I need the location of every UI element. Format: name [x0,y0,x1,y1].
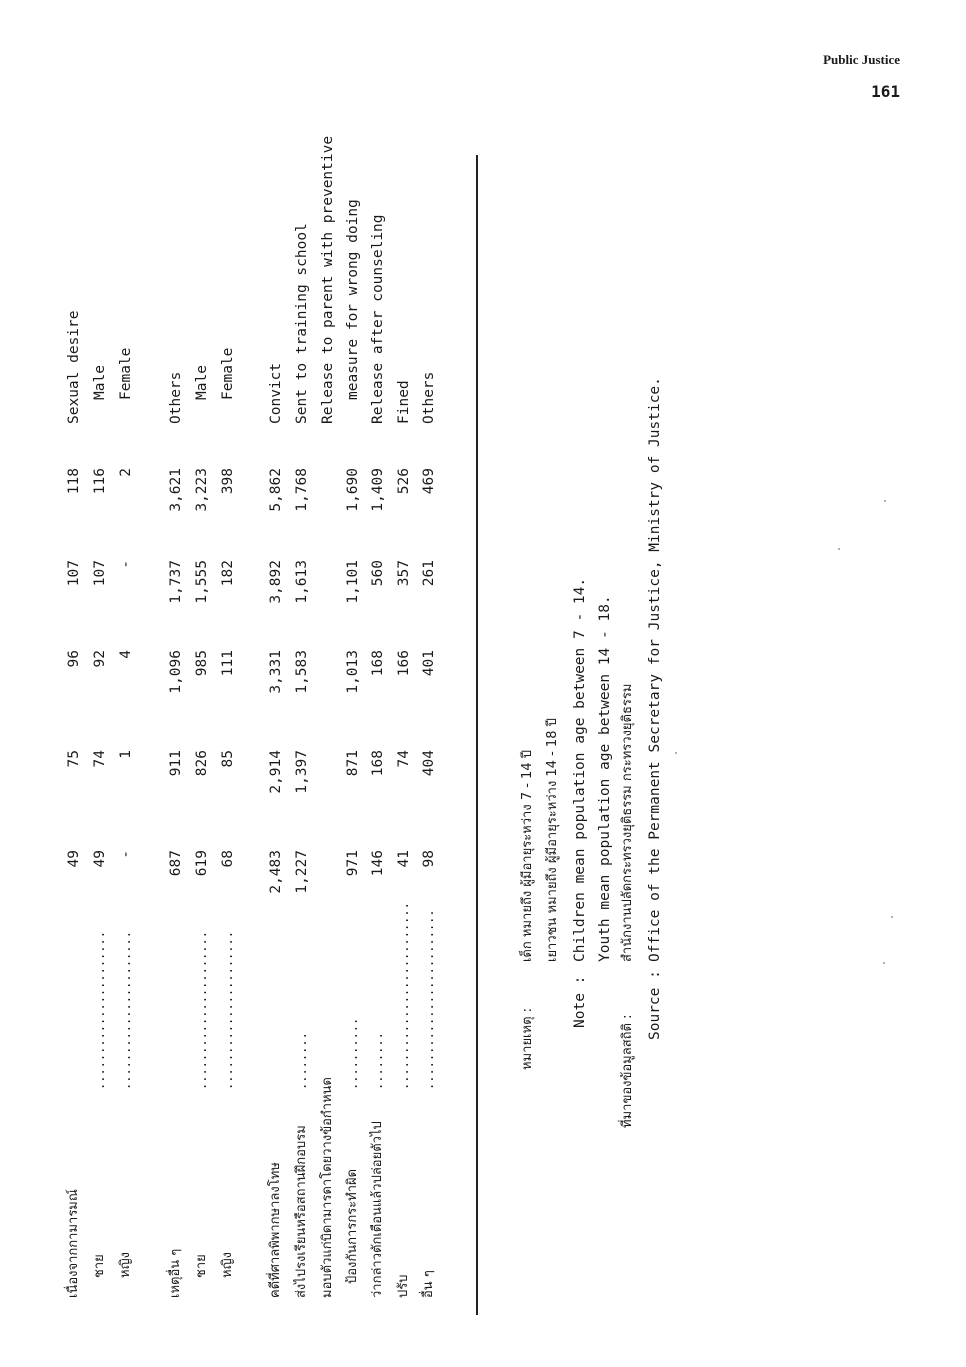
table-cell-value: 116 [92,468,108,495]
row-label-thai: เนื่องจากกามารมณ์ [66,1189,81,1298]
table-cell-value: 401 [421,650,437,677]
table-cell-value: 1,613 [294,560,310,604]
note-english-line-1: Children mean population age between 7 - 14. [572,577,588,962]
table-cell-value: 166 [396,650,412,677]
row-label-thai: ปรับ [396,1274,411,1298]
table-cell-value: 96 [66,650,82,668]
table-cell-value: 1,768 [294,468,310,512]
table-cell-value: 107 [66,560,82,587]
table-cell-value: 526 [396,468,412,495]
table-cell-value: 2 [118,468,134,477]
table-cell-value: 85 [220,750,236,768]
table-cell-value: 107 [92,560,108,587]
row-label-thai: ชาย [92,1254,107,1278]
row-leader-dots: ...................... [195,931,209,1090]
table-cell-value: 826 [194,750,210,777]
row-label-thai: เหตุอื่น ๆ [168,1248,183,1298]
table-cell-value: 3,223 [194,468,210,512]
table-cell-value: - [118,850,134,859]
table-cell-value: 1,690 [345,468,361,512]
row-label-english: Sexual desire [66,310,82,424]
table-cell-value: 92 [92,650,108,668]
row-label-thai: ชาย [194,1254,209,1278]
table-cell-value: 3,331 [268,650,284,694]
table-cell-value: 41 [396,850,412,868]
table-cell-value: 1,397 [294,750,310,794]
row-label-thai: หญิง [118,1252,133,1278]
row-leader-dots: ...................... [119,931,133,1090]
table-cell-value: - [118,560,134,569]
scan-speck [891,916,893,918]
table-cell-value: 2,483 [268,850,284,894]
table-cell-value: 3,621 [168,468,184,512]
table-cell-value: 357 [396,560,412,587]
table-cell-value: 49 [66,850,82,868]
note-english-line-2: Youth mean population age between 14 - 18. [597,595,613,962]
row-leader-dots: ......................... [422,909,436,1090]
row-label-thai: อื่น ๆ [421,1270,436,1298]
row-leader-dots: ........ [295,1032,309,1090]
note-thai-label: หมายเหตุ : [520,1007,535,1070]
table-cell-value: 118 [66,468,82,495]
row-leader-dots: ........ [371,1032,385,1090]
table-cell-value: 985 [194,650,210,677]
table-cell-value: 74 [92,750,108,768]
row-label-thai: มอบตัวแก่บิดามารดาโดยวางข้อกำหนด [320,1077,335,1298]
table-cell-value: 75 [66,750,82,768]
table-cell-value: 1,101 [345,560,361,604]
table-cell-value: 168 [370,650,386,677]
table-cell-value: 1,737 [168,560,184,604]
table-cell-value: 971 [345,850,361,877]
table-cell-value: 911 [168,750,184,777]
table-cell-value: 469 [421,468,437,495]
table-cell-value: 146 [370,850,386,877]
row-label-english: Female [220,347,236,400]
row-label-english: Release to parent with preventive [320,135,336,424]
scan-speck [883,962,885,964]
note-thai-line-2: เยาวชน หมายถึง ผู้มีอายุระหว่าง 14 - 18 ปี [545,718,560,962]
row-label-thai: คดีที่ศาลพิพากษาลงโทษ [268,1162,283,1298]
source-english-text: Office of the Permanent Secretary for Justice, Ministry of Justice. [647,377,663,962]
row-leader-dots: .......... [346,1017,360,1090]
table-cell-value: 98 [421,850,437,868]
table-cell-value: 49 [92,850,108,868]
table-cell-value: 1,096 [168,650,184,694]
table-cell-value: 261 [421,560,437,587]
row-label-english: Male [194,365,210,400]
row-label-english: Female [118,347,134,400]
table-cell-value: 182 [220,560,236,587]
table-cell-value: 1 [118,750,134,759]
row-label-english: Male [92,365,108,400]
table-cell-value: 687 [168,850,184,877]
row-label-english: Others [168,371,184,424]
source-thai-label: ที่มาของข้อมูลสถิติ : [620,1014,635,1128]
row-label-english: Release after counseling [370,214,386,424]
table-cell-value: 1,013 [345,650,361,694]
scan-speck [838,548,840,550]
note-thai-line-1: เด็ก หมายถึง ผู้มีอายุระหว่าง 7 - 14 ปี [520,750,535,962]
table-cell-value: 111 [220,650,236,677]
scan-speck [884,500,886,502]
row-label-english: measure for wrong doing [345,199,361,400]
table-cell-value: 68 [220,850,236,868]
scan-speck [675,752,677,754]
row-leader-dots: ...................... [221,931,235,1090]
table-cell-value: 4 [118,650,134,659]
row-label-thai: ว่ากล่าวตักเตือนแล้วปล่อยตัวไป [370,1121,385,1298]
table-cell-value: 74 [396,750,412,768]
table-cell-value: 1,555 [194,560,210,604]
row-leader-dots: ...................... [93,931,107,1090]
note-english-label: Note : [572,975,588,1028]
source-thai-text: สำนักงานปลัดกระทรวงยุติธรรม กระทรวงยุติธรรม [620,683,635,962]
page-number: 161 [871,82,900,101]
table-cell-value: 1,409 [370,468,386,512]
table-cell-value: 5,862 [268,468,284,512]
source-english-label: Source : [647,970,663,1040]
table-cell-value: 1,583 [294,650,310,694]
row-label-thai: ป้องกันการกระทำผิด [345,1168,360,1284]
row-label-english: Fined [396,380,412,424]
row-label-thai: ส่งไปรงเรียนหรือสถานฝึกอบรม [294,1125,309,1298]
running-header-title: Public Justice [823,52,900,67]
row-label-thai: หญิง [220,1252,235,1278]
table-cell-value: 1,227 [294,850,310,894]
table-cell-value: 871 [345,750,361,777]
table-cell-value: 398 [220,468,236,495]
row-label-english: Others [421,371,437,424]
table-divider-line [476,155,478,1315]
table-cell-value: 168 [370,750,386,777]
row-leader-dots: .......................... [397,902,411,1090]
table-cell-value: 619 [194,850,210,877]
row-label-english: Sent to training school [294,223,310,424]
table-cell-value: 404 [421,750,437,777]
row-label-english: Convict [268,362,284,424]
table-cell-value: 3,892 [268,560,284,604]
table-cell-value: 560 [370,560,386,587]
table-cell-value: 2,914 [268,750,284,794]
